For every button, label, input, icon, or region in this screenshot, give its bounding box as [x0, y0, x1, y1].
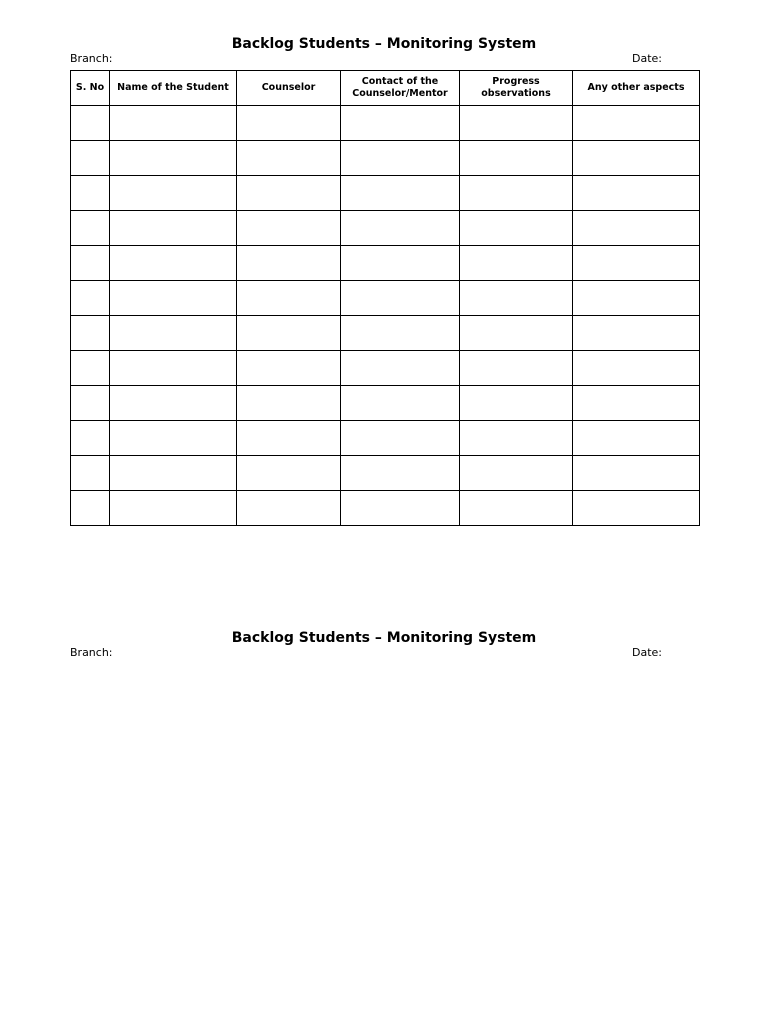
table-cell — [110, 281, 237, 316]
table-cell — [237, 491, 341, 526]
table-cell — [341, 106, 460, 141]
table-row — [71, 281, 700, 316]
table-cell — [237, 141, 341, 176]
table-header-row — [71, 71, 700, 106]
table-cell — [460, 456, 573, 491]
table-cell — [341, 386, 460, 421]
table-cell — [237, 106, 341, 141]
table-cell — [71, 246, 110, 281]
column-header-student-name: Name of the Student — [110, 71, 237, 106]
column-header-counselor: Counselor — [237, 71, 341, 106]
table-cell — [71, 316, 110, 351]
branch-label-second: Branch: — [70, 646, 113, 659]
table-cell — [71, 386, 110, 421]
table-cell — [71, 421, 110, 456]
column-header-progress: Progress observations — [460, 71, 573, 106]
table-cell — [573, 456, 700, 491]
form-title-second: Backlog Students – Monitoring System — [231, 630, 537, 646]
table-cell — [460, 386, 573, 421]
table-cell — [341, 281, 460, 316]
monitoring-table — [70, 70, 700, 526]
table-cell — [341, 421, 460, 456]
table-cell — [460, 106, 573, 141]
table-body — [71, 106, 700, 526]
table-cell — [573, 246, 700, 281]
table-cell — [237, 456, 341, 491]
table-cell — [237, 421, 341, 456]
table-row — [71, 316, 700, 351]
table-cell — [237, 246, 341, 281]
table-cell — [341, 316, 460, 351]
table-cell — [460, 491, 573, 526]
table-cell — [460, 316, 573, 351]
table-cell — [71, 141, 110, 176]
table-cell — [460, 211, 573, 246]
table-cell — [573, 176, 700, 211]
column-header-counselor-contact: Contact of the Counselor/Mentor — [341, 71, 460, 106]
table-cell — [237, 281, 341, 316]
table-cell — [460, 351, 573, 386]
table-cell — [341, 456, 460, 491]
table-cell — [341, 246, 460, 281]
table-cell — [460, 246, 573, 281]
table-cell — [71, 351, 110, 386]
table-cell — [341, 176, 460, 211]
table-cell — [573, 141, 700, 176]
table-row — [71, 491, 700, 526]
table-cell — [573, 491, 700, 526]
table-cell — [110, 491, 237, 526]
table-row — [71, 246, 700, 281]
table-cell — [573, 421, 700, 456]
table-cell — [237, 316, 341, 351]
table-cell — [341, 351, 460, 386]
column-header-serial-no: S. No — [71, 71, 110, 106]
table-row — [71, 176, 700, 211]
table-row — [71, 351, 700, 386]
form-title: Backlog Students – Monitoring System — [231, 36, 537, 52]
table-cell — [573, 351, 700, 386]
table-cell — [110, 211, 237, 246]
branch-label: Branch: — [70, 52, 113, 65]
table-cell — [460, 176, 573, 211]
table-cell — [71, 281, 110, 316]
table-cell — [237, 386, 341, 421]
table-cell — [71, 176, 110, 211]
table-cell — [110, 316, 237, 351]
table-cell — [460, 421, 573, 456]
table-row — [71, 456, 700, 491]
table-row — [71, 421, 700, 456]
table-cell — [110, 351, 237, 386]
date-label: Date: — [632, 52, 662, 65]
table-cell — [110, 141, 237, 176]
table-cell — [341, 141, 460, 176]
table-cell — [573, 386, 700, 421]
table-cell — [573, 281, 700, 316]
table-cell — [71, 491, 110, 526]
table-cell — [71, 106, 110, 141]
date-label-second: Date: — [632, 646, 662, 659]
table-row — [71, 141, 700, 176]
column-header-other-aspects: Any other aspects — [573, 71, 700, 106]
table-row — [71, 211, 700, 246]
table-cell — [110, 421, 237, 456]
table-cell — [110, 386, 237, 421]
table-row — [71, 106, 700, 141]
table-cell — [573, 106, 700, 141]
table-cell — [237, 176, 341, 211]
table-cell — [341, 211, 460, 246]
table-cell — [71, 456, 110, 491]
table-cell — [573, 211, 700, 246]
table-cell — [71, 211, 110, 246]
table-cell — [573, 316, 700, 351]
table-cell — [110, 246, 237, 281]
table-cell — [341, 491, 460, 526]
table-cell — [460, 141, 573, 176]
table-cell — [110, 176, 237, 211]
table-cell — [110, 106, 237, 141]
table-cell — [237, 211, 341, 246]
table-row — [71, 386, 700, 421]
table-cell — [237, 351, 341, 386]
table-cell — [460, 281, 573, 316]
table-cell — [110, 456, 237, 491]
